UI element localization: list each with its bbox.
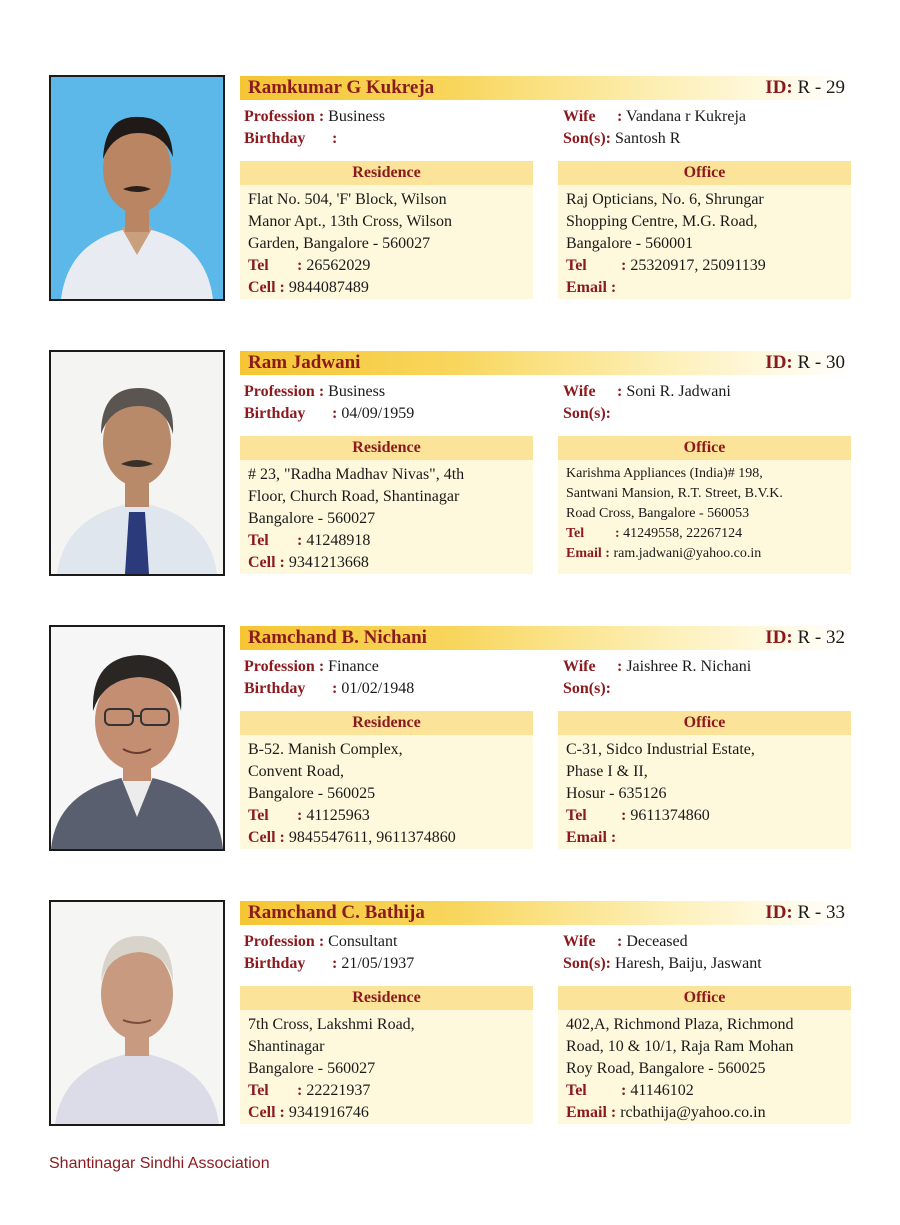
office-panel [558, 161, 851, 299]
member-photo [49, 625, 225, 851]
residence-address: # 23, "Radha Madhav Nivas", 4th Floor, Church Road, Shantinagar Bangalore - 560027 Tel : 41248918 Cell : 9341213668 [248, 466, 465, 571]
profession-birthday: Profession : Business Birthday : [244, 108, 386, 147]
office-tel: 25320917, 25091139 [630, 257, 766, 274]
residence-panel [240, 986, 533, 1124]
birthday-value: 21/05/1937 [341, 955, 415, 972]
profession-value: Finance [328, 658, 379, 675]
wife-value: Vandana r Kukreja [626, 108, 746, 125]
member-id: ID: R - 33 [765, 902, 845, 923]
profession-value: Consultant [328, 933, 398, 950]
office-email: ram.jadwani@yahoo.co.in [613, 546, 762, 561]
residence-address: 7th Cross, Lakshmi Road, Shantinagar Bangalore - 560027 Tel : 22221937 Cell : 9341916746 [248, 1016, 415, 1121]
residence-panel [240, 436, 533, 574]
residence-cell: 9341916746 [288, 1104, 369, 1121]
member-entry [49, 75, 851, 327]
office-address: Karishma Appliances (India)# 198, Santwani Mansion, R.T. Street, B.V.K. Road Cross, Bangalore - 560053 Tel : 41249558, 22267124 Email : ram.jadwani@yahoo.co.in [566, 466, 783, 561]
profession-birthday: Profession : Business Birthday : 04/09/1959 [244, 383, 415, 422]
profession-birthday: Profession : Consultant Birthday : 21/05/1937 [244, 933, 415, 972]
member-id: ID: R - 29 [765, 77, 845, 98]
office-heading: Office [558, 986, 851, 1010]
office-heading: Office [558, 436, 851, 460]
wife-value: Deceased [626, 933, 688, 950]
residence-tel: 41125963 [306, 807, 370, 824]
profession-value: Business [328, 108, 386, 125]
residence-cell: 9845547611, 9611374860 [288, 829, 456, 846]
residence-heading: Residence [240, 986, 533, 1010]
office-tel: 41249558, 22267124 [623, 526, 743, 541]
residence-address: B-52. Manish Complex, Convent Road, Bangalore - 560025 Tel : 41125963 Cell : 9845547611, 9611374860 [248, 741, 456, 846]
portrait-image [51, 77, 223, 299]
portrait-image [51, 352, 223, 574]
member-id: ID: R - 32 [765, 627, 845, 648]
family-info: Wife : Deceased Son(s): Haresh, Baiju, Jaswant [563, 933, 762, 972]
member-name: Ramkumar G Kukreja [248, 77, 435, 98]
wife-value: Soni R. Jadwani [626, 383, 731, 400]
office-panel [558, 711, 851, 849]
member-entry [49, 900, 851, 1152]
sons-value: Haresh, Baiju, Jaswant [615, 955, 762, 972]
office-panel [558, 436, 851, 574]
family-info: Wife : Soni R. Jadwani Son(s): [563, 383, 731, 422]
office-tel: 41146102 [630, 1082, 694, 1099]
office-heading: Office [558, 161, 851, 185]
office-tel: 9611374860 [630, 807, 710, 824]
residence-heading: Residence [240, 161, 533, 185]
name-bar [240, 76, 851, 100]
residence-heading: Residence [240, 711, 533, 735]
office-address: 402,A, Richmond Plaza, Richmond Road, 10 & 10/1, Raja Ram Mohan Roy Road, Bangalore - 560025 Tel : 41146102 Email : rcbathija@yahoo.co.in [566, 1016, 794, 1121]
family-info: Wife : Jaishree R. Nichani Son(s): [563, 658, 752, 697]
residence-tel: 22221937 [306, 1082, 371, 1099]
member-photo [49, 900, 225, 1126]
member-name: Ramchand C. Bathija [248, 902, 425, 923]
birthday-value: 04/09/1959 [341, 405, 415, 422]
member-photo [49, 350, 225, 576]
name-bar [240, 626, 851, 650]
sons-value: Santosh R [615, 130, 681, 147]
member-photo [49, 75, 225, 301]
office-panel [558, 986, 851, 1124]
residence-tel: 41248918 [306, 532, 371, 549]
residence-cell: 9341213668 [288, 554, 369, 571]
member-name: Ramchand B. Nichani [248, 627, 427, 648]
member-entry [49, 625, 851, 877]
profession-value: Business [328, 383, 386, 400]
name-bar [240, 901, 851, 925]
name-bar [240, 351, 851, 375]
office-email: rcbathija@yahoo.co.in [620, 1104, 766, 1121]
residence-cell: 9844087489 [288, 279, 369, 296]
office-address: Raj Opticians, No. 6, Shrungar Shopping Centre, M.G. Road, Bangalore - 560001 Tel : 25320917, 25091139 Email : [566, 191, 766, 296]
office-address: C-31, Sidco Industrial Estate, Phase I & II, Hosur - 635126 Tel : 9611374860 Email : [566, 741, 755, 846]
member-name: Ram Jadwani [248, 352, 361, 373]
member-entry [49, 350, 851, 602]
portrait-image [51, 627, 223, 849]
wife-value: Jaishree R. Nichani [626, 658, 752, 675]
portrait-image [51, 902, 223, 1124]
profession-birthday: Profession : Finance Birthday : 01/02/1948 [244, 658, 415, 697]
residence-tel: 26562029 [306, 257, 371, 274]
office-heading: Office [558, 711, 851, 735]
member-id: ID: R - 30 [765, 352, 845, 373]
residence-panel [240, 711, 533, 849]
footer-association-name: Shantinagar Sindhi Association [49, 1155, 270, 1172]
residence-heading: Residence [240, 436, 533, 460]
family-info: Wife : Vandana r Kukreja Son(s): Santosh R [563, 108, 746, 147]
residence-panel [240, 161, 533, 299]
residence-address: Flat No. 504, 'F' Block, Wilson Manor Apt., 13th Cross, Wilson Garden, Bangalore - 560027 Tel : 26562029 Cell : 9844087489 [248, 191, 452, 296]
birthday-value: 01/02/1948 [341, 680, 415, 697]
